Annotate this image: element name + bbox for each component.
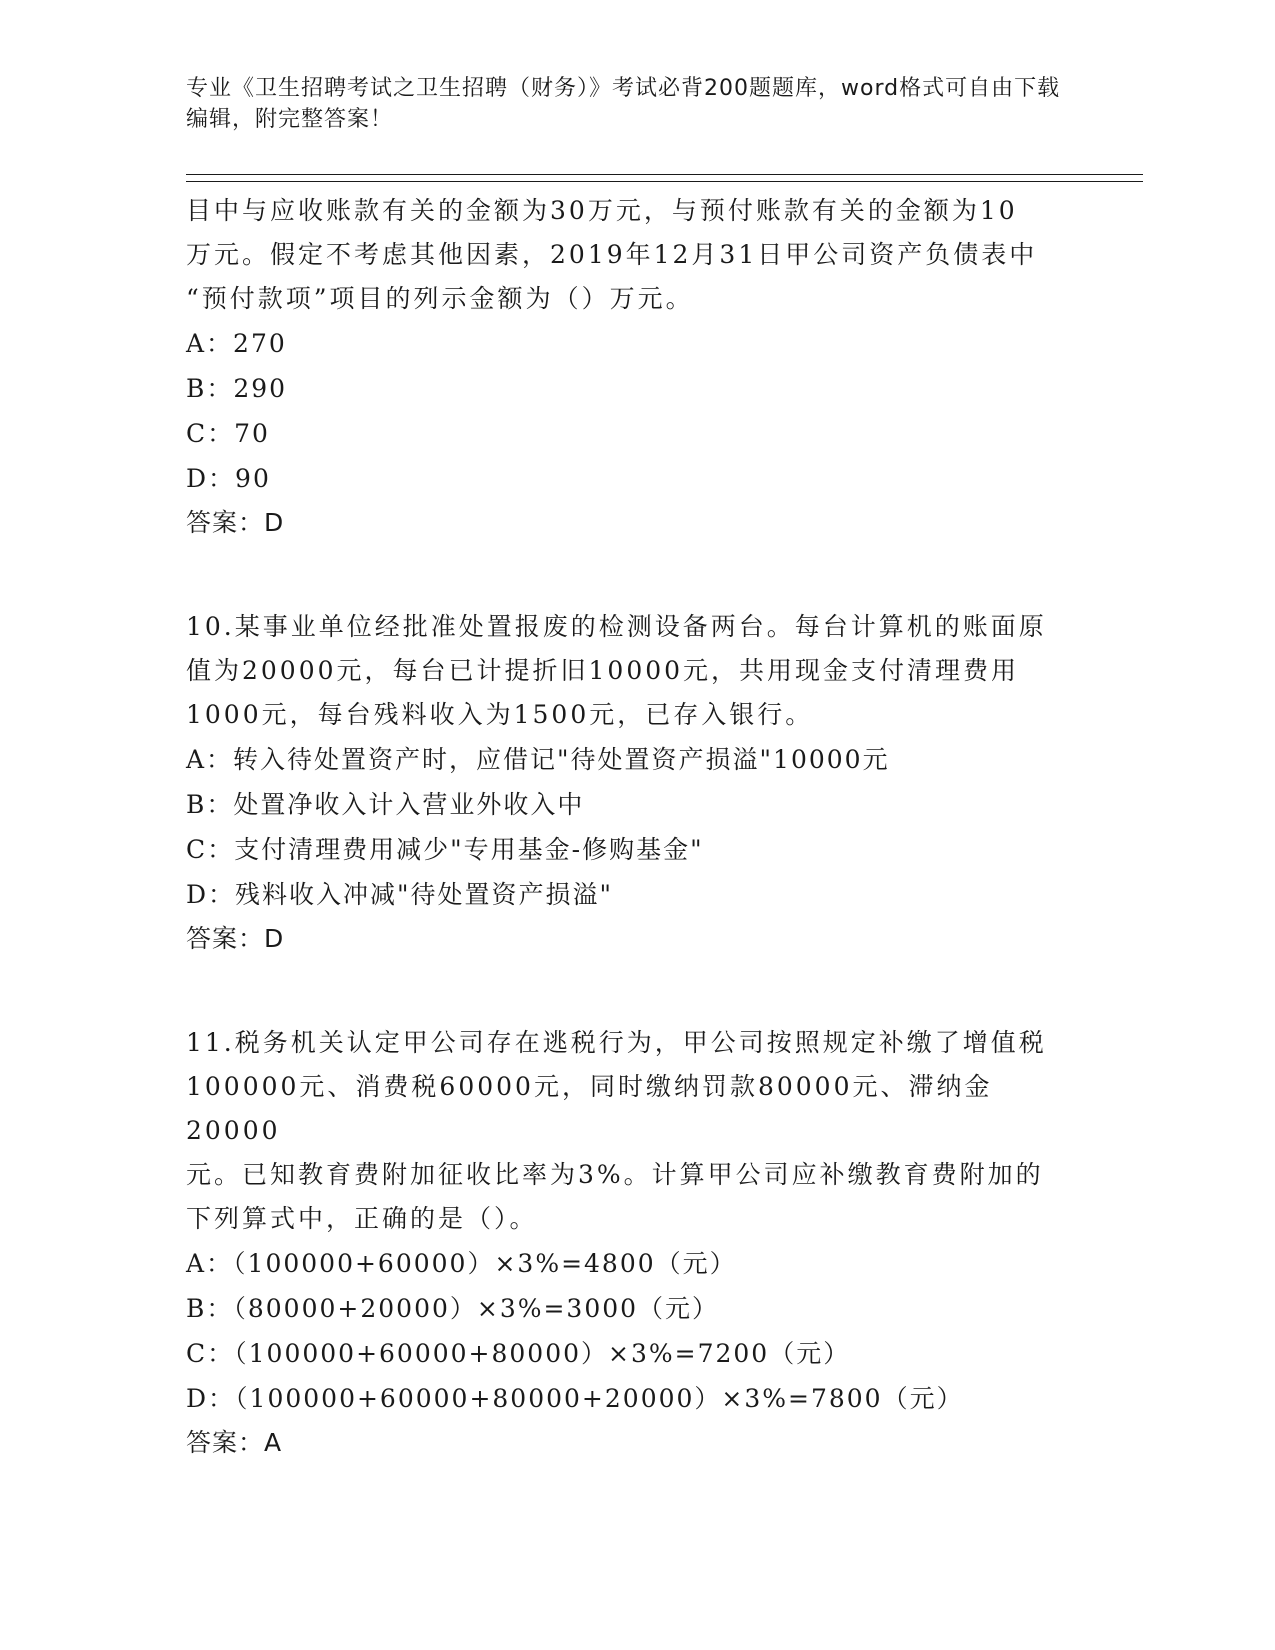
question-11-option-d: D：（100000+60000+80000+20000）×3%=7800（元） — [186, 1384, 964, 1413]
question-9-stem-line: “预付款项”项目的列示金额为（）万元。 — [186, 284, 694, 313]
header-rule-top — [186, 174, 1143, 175]
question-9-option-c: C：70 — [186, 419, 270, 448]
document-header: 专业《卫生招聘考试之卫生招聘（财务）》考试必背200题题库，word格式可自由下载编辑，附完整答案！ — [186, 76, 1061, 132]
spacer — [186, 545, 1086, 605]
question-9-stem-line: 万元。假定不考虑其他因素，2019年12月31日甲公司资产负债表中 — [186, 240, 1038, 269]
question-11-stem-line: 下列算式中，正确的是（）。 — [186, 1204, 538, 1233]
spacer — [186, 961, 1086, 1021]
question-10-option-c: C：支付清理费用减少"专用基金-修购基金" — [186, 835, 704, 864]
question-10-option-b: B：处置净收入计入营业外收入中 — [186, 790, 585, 819]
question-9-block — [186, 189, 1086, 545]
question-10-stem-line: 值为20000元，每台已计提折旧10000元，共用现金支付清理费用 — [186, 656, 1020, 685]
question-10-stem-line: 1000元，每台残料收入为1500元，已存入银行。 — [186, 700, 814, 729]
question-11-answer: 答案：A — [186, 1428, 283, 1457]
question-10-block — [186, 605, 1086, 961]
question-9-option-b: B：290 — [186, 374, 288, 403]
question-9-option-d: D：90 — [186, 464, 271, 493]
question-10-option-d: D：残料收入冲减"待处置资产损溢" — [186, 880, 614, 909]
question-11-option-c: C：（100000+60000+80000）×3%=7200（元） — [186, 1339, 851, 1368]
question-9-answer: 答案：D — [186, 508, 285, 537]
question-11-option-b: B：（80000+20000）×3%=3000（元） — [186, 1294, 720, 1323]
question-11-stem-line: 100000元、消费税60000元，同时缴纳罚款80000元、滞纳金20000 — [186, 1072, 993, 1145]
question-11-block — [186, 1021, 1086, 1465]
header-rule-bottom — [186, 181, 1143, 182]
question-11-option-a: A：（100000+60000）×3%=4800（元） — [186, 1249, 737, 1278]
question-9-option-a: A：270 — [186, 329, 287, 358]
question-10-stem-line: 10.某事业单位经批准处置报废的检测设备两台。每台计算机的账面原 — [186, 612, 1047, 641]
document-body — [186, 189, 1086, 1465]
question-9-stem-line: 目中与应收账款有关的金额为30万元，与预付账款有关的金额为10 — [186, 196, 1018, 225]
question-10-answer: 答案：D — [186, 924, 285, 953]
question-11-stem-line: 11.税务机关认定甲公司存在逃税行为，甲公司按照规定补缴了增值税 — [186, 1028, 1047, 1057]
question-10-option-a: A：转入待处置资产时，应借记"待处置资产损溢"10000元 — [186, 745, 890, 774]
question-11-stem-line: 元。已知教育费附加征收比率为3%。计算甲公司应补缴教育费附加的 — [186, 1160, 1044, 1189]
